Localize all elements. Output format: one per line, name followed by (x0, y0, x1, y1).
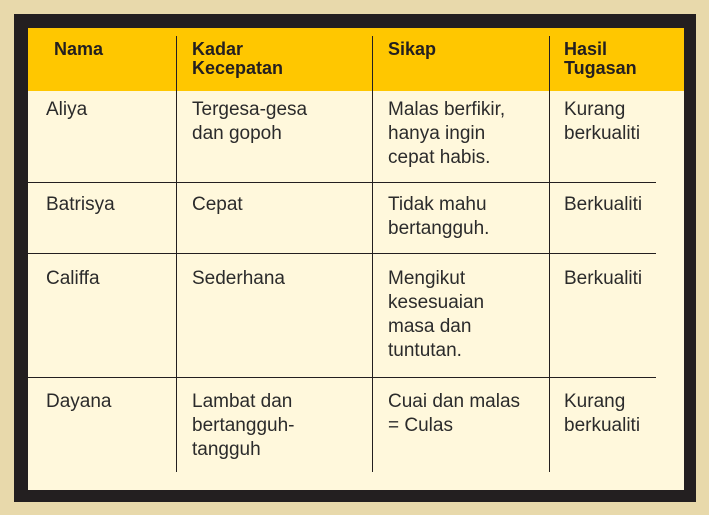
column-divider (372, 36, 373, 472)
header-hasil-tugasan: Hasil Tugasan (564, 39, 637, 78)
header-sikap: Sikap (388, 39, 437, 59)
cell-result: Kurang berkualiti (564, 391, 641, 436)
cell-result: Berkualiti (564, 268, 643, 289)
cell-name: Dayana (46, 391, 112, 412)
row-divider (28, 253, 656, 254)
cell-speed: Lambat dan bertangguh- tangguh (192, 391, 295, 460)
row-divider (28, 377, 656, 378)
cell-result: Berkualiti (564, 194, 643, 215)
header-nama: Nama (54, 39, 104, 59)
cell-name: Aliya (46, 99, 88, 120)
cell-name: Califfa (46, 268, 100, 289)
cell-speed: Cepat (192, 194, 243, 215)
cell-attitude: Malas berfikir, hanya ingin cepat habis. (388, 99, 506, 168)
cell-attitude: Mengikut kesesuaian masa dan tuntutan. (388, 268, 485, 361)
cell-speed: Tergesa-gesa dan gopoh (192, 99, 308, 144)
cell-speed: Sederhana (192, 268, 285, 289)
cell-attitude: Tidak mahu bertangguh. (388, 194, 490, 239)
cell-attitude: Cuai dan malas = Culas (388, 391, 521, 436)
data-table (28, 28, 684, 490)
cell-name: Batrisya (46, 194, 115, 215)
column-divider (176, 36, 177, 472)
row-divider (28, 182, 656, 183)
header-kadar-kecepatan: Kadar Kecepatan (192, 39, 284, 78)
column-divider (549, 36, 550, 472)
cell-result: Kurang berkualiti (564, 99, 641, 144)
